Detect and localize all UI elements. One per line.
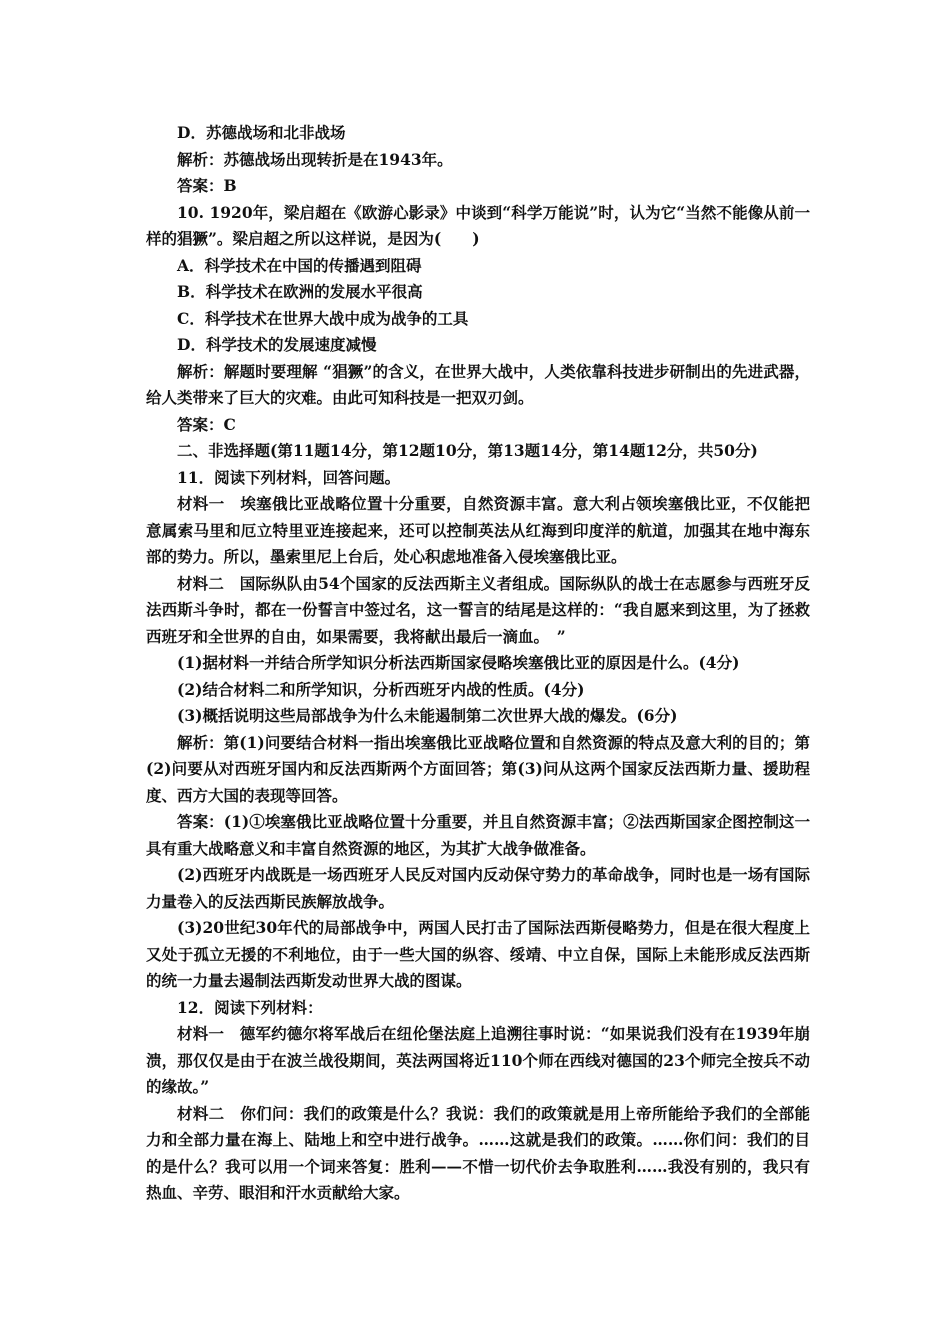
- analysis-text: 解题时要理解 “猖獗”的含义，在世界大战中，人类依靠科技进步研制出的先进武器，给人类带来了巨大的灾难。由此可知科技是一把双刃剑。: [146, 361, 810, 407]
- analysis-text: 苏德战场出现转折是在1943年。: [223, 149, 453, 169]
- q12-material1: [146, 1021, 810, 1101]
- material-label: 材料一: [177, 494, 225, 513]
- analysis-label: 解析：: [177, 732, 224, 752]
- material-text: 埃塞俄比亚战略位置十分重要，自然资源丰富。意大利占领埃塞俄比亚，不仅能把意属索马里和厄立特里亚连接起来，还可以控制英法从红海到印度洋的航道，加强其在地中海东部的势力。所以，墨索里尼上台后，处心积虑地准备入侵埃塞俄比亚。: [146, 494, 810, 566]
- q12-material2: [146, 1101, 810, 1207]
- answer-text: C: [223, 414, 236, 434]
- q10-option-a: A．科学技术在中国的传播遇到阻碍: [177, 255, 422, 275]
- q9-option-d: D．苏德战场和北非战场: [177, 123, 346, 142]
- answer-label: 答案：: [177, 176, 224, 195]
- q10-stem: 10. 1920年，梁启超在《欧游心影录》中谈到“科学万能说”时，认为它“当然不能像从前一样的猖獗”。梁启超之所以这样说，是因为( ): [146, 202, 810, 248]
- document-body: [146, 120, 810, 1207]
- q11-sub1: (1)据材料一并结合所学知识分析法西斯国家侵略埃塞俄比亚的原因是什么。(4分): [177, 653, 740, 672]
- answer-text: B: [223, 176, 237, 195]
- material-label: 材料二: [177, 1103, 225, 1123]
- section-heading: 二、非选择题(第11题14分，第12题10分，第13题14分，第14题12分，共50分): [177, 441, 758, 460]
- q10-option-b: B．科学技术在欧洲的发展水平很高: [177, 282, 423, 301]
- q10-answer: [146, 412, 810, 439]
- q10-option-c: C．科学技术在世界大战中成为战争的工具: [177, 308, 469, 328]
- answer-label: 答案：: [177, 812, 224, 831]
- q12-stem: 12．阅读下列材料：: [177, 997, 323, 1017]
- q11-material2: [146, 571, 810, 651]
- q11-sub3: (3)概括说明这些局部战争为什么未能遏制第二次世界大战的爆发。(6分): [177, 706, 678, 725]
- q11-answer3: (3)20世纪30年代的局部战争中，两国人民打击了国际法西斯侵略势力，但是在很大程度上又处于孤立无援的不利地位，由于一些大国的纵容、绥靖、中立自保，国际上未能形成反法西斯的统一力量去遏制法西斯发动世界大战的图谋。: [146, 918, 810, 990]
- material-label: 材料一: [177, 1024, 225, 1043]
- q11-material1: [146, 491, 810, 571]
- q11-answer1: [146, 809, 810, 862]
- q10-analysis: [146, 359, 810, 412]
- q11-stem: 11．阅读下列材料，回答问题。: [177, 467, 401, 487]
- q10-option-d: D．科学技术的发展速度减慢: [177, 335, 377, 354]
- material-label: 材料二: [177, 573, 225, 593]
- material-text: 德军约德尔将军战后在纽伦堡法庭上追溯往事时说：“如果说我们没有在1939年崩溃，那仅仅是由于在波兰战役期间，英法两国将近110个师在西线对德国的23个师完全按兵不动的缘故。”: [146, 1024, 810, 1096]
- q11-analysis: [146, 730, 810, 810]
- q9-answer: [146, 173, 810, 200]
- q11-answer2: (2)西班牙内战既是一场西班牙人民反对国内反动保守势力的革命战争，同时也是一场有国际力量卷入的反法西斯民族解放战争。: [146, 865, 810, 911]
- answer-text: (1)①埃塞俄比亚战略位置十分重要，并且自然资源丰富；②法西斯国家企图控制这一具有重大战略意义和丰富自然资源的地区，为其扩大战争做准备。: [146, 812, 810, 858]
- material-text: 你们问：我们的政策是什么？我说：我们的政策就是用上帝所能给予我们的全部能力和全部力量在海上、陆地上和空中进行战争。……这就是我们的政策。……你们问：我们的目的是什么？我可以用一个词来答复：胜利——不惜一切代价去争取胜利……我没有别的，我只有热血、辛劳、眼泪和汗水贡献给大家。: [146, 1103, 810, 1202]
- analysis-text: 第(1)问要结合材料一指出埃塞俄比亚战略位置和自然资源的特点及意大利的目的；第(2)问要从对西班牙国内和反法西斯两个方面回答；第(3)问从这两个国家反法西斯力量、援助程度、西方大国的表现等回答。: [146, 732, 810, 805]
- q11-sub2: (2)结合材料二和所学知识，分析西班牙内战的性质。(4分): [177, 679, 585, 699]
- material-text: 国际纵队由54个国家的反法西斯主义者组成。国际纵队的战士在志愿参与西班牙反法西斯斗争时，都在一份誓言中签过名，这一誓言的结尾是这样的：“我自愿来到这里，为了拯救西班牙和全世界的自由，如果需要，我将献出最后一滴血。 ”: [146, 573, 810, 646]
- q9-analysis: [146, 147, 810, 174]
- answer-label: 答案：: [177, 414, 224, 434]
- analysis-label: 解析：: [177, 361, 224, 381]
- analysis-label: 解析：: [177, 149, 224, 169]
